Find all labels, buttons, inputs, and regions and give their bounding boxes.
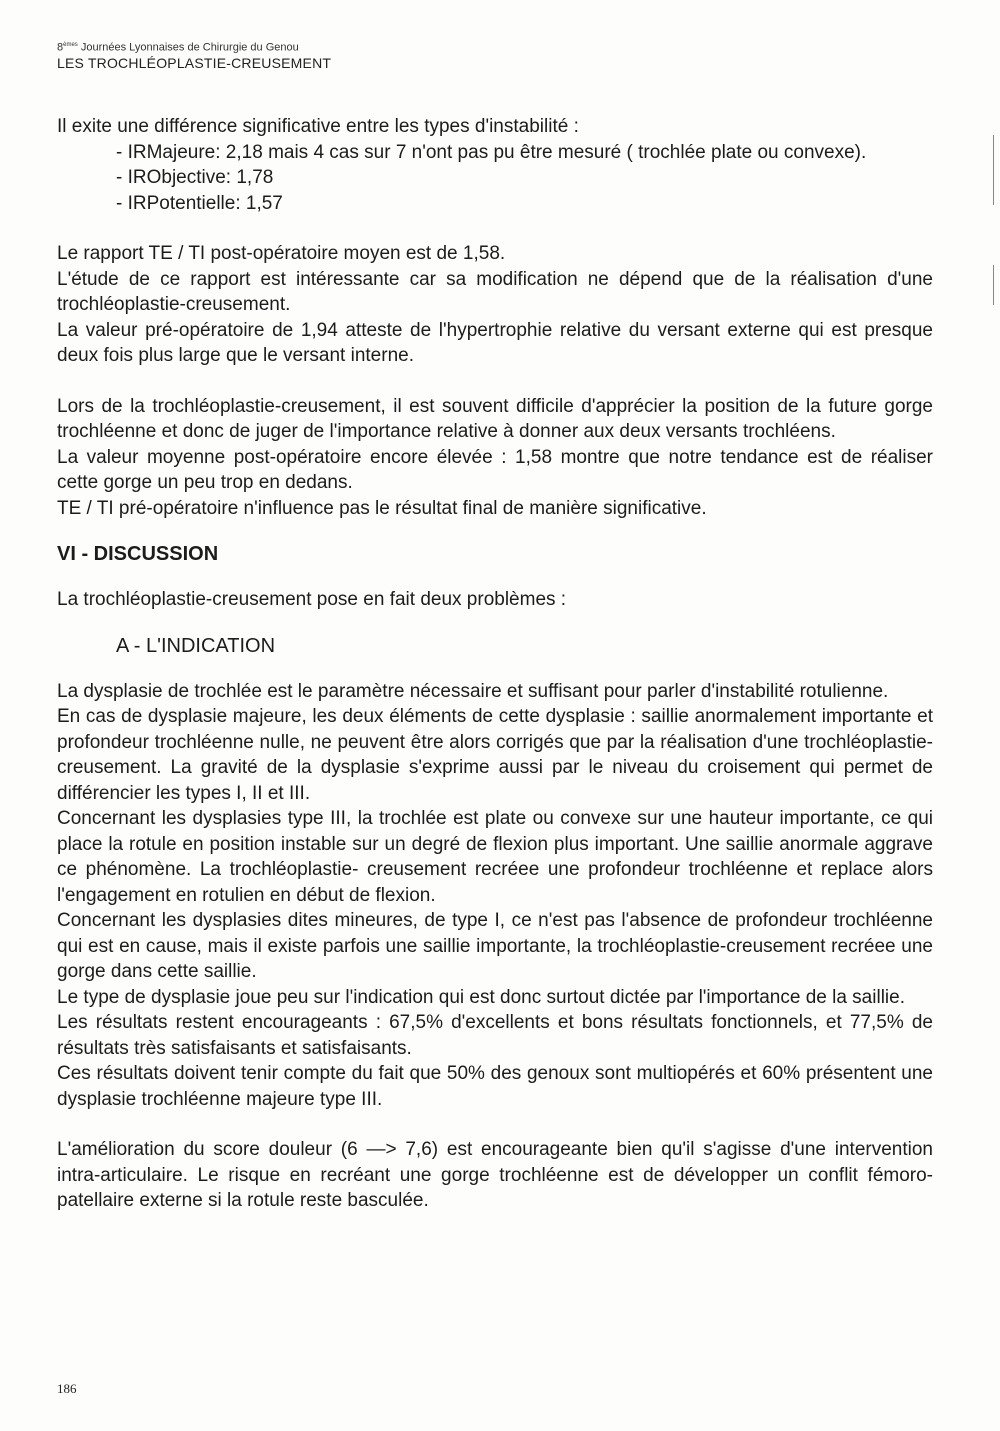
paragraph-postop-value: La valeur moyenne post-opératoire encore élevée : 1,58 montre que notre tendance est de réaliser cette gorge un peu trop en dedans. [57,446,933,493]
conference-series: Journées Lyonnaises de Chirurgie du Genou [77,41,299,54]
conference-ordinal: 8 [57,41,64,54]
subheading-indication: A - L'INDICATION [116,634,276,657]
discussion-paragraph: La dysplasie de trochlée est le paramètre nécessaire et suffisant pour parler d'instabilité rotulienne. [57,680,889,702]
section-heading-discussion: VI - DISCUSSION [57,543,219,565]
running-header [57,38,331,72]
scan-edge-mark [993,135,994,205]
instability-list [57,140,933,217]
paragraph-te-ti-study: L'étude de ce rapport est intéressante car sa modification ne dépend que de la réalisation d'une trochléoplastie-creusement. [57,268,933,315]
list-item: - IRPotentielle: 1,57 [116,192,283,214]
discussion-final-paragraph: L'amélioration du score douleur (6 —> 7,6) est encourageante bien qu'il s'agisse d'une intervention intra-articulaire. Le risque en recréant une gorge trochléenne est de développer un conflit fémoro-patellaire externe si la rotule reste basculée. [57,1139,933,1211]
list-item: - IRObjective: 1,78 [116,167,274,188]
discussion-paragraph: Ces résultats doivent tenir compte du fait que 50% des genoux sont multiopérés et 60% présentent une dysplasie trochléenne majeure type III. [57,1063,933,1110]
discussion-paragraph: Concernant les dysplasies type III, la trochlée est plate ou convexe sur une hauteur importante, ce qui place la rotule en position instable sur un degré de flexion plus important. Une saillie anormale aggrave ce phénomène. La trochléoplastie- creusement recréee une profondeur trochléenne et replace alors l'engagement en rotulien en début de flexion. [57,808,933,906]
page-body [57,114,933,1214]
paragraph-preop-influence: TE / TI pré-opératoire n'influence pas le résultat final de manière significative. [57,497,707,519]
conference-ordinal-suffix: èmes [63,42,78,48]
discussion-paragraph: Concernant les dysplasies dites mineures, de type I, ce n'est pas l'absence de profondeur trochléenne qui est en cause, mais il existe parfois une saillie importante, la trochléoplastie-creusement recréee une gorge dans cette saillie. [57,910,933,982]
discussion-paragraph: En cas de dysplasie majeure, les deux éléments de cette dysplasie : saillie anormalement importante et profondeur trochléenne nulle, ne peuvent être alors corrigés que par la réalisation d'une trochléoplastie-creusement. La gravité de la dysplasie s'exprime aussi par le niveau du croisement qui permet de différencier les types I, II et III. [57,706,933,804]
list-item: - IRMajeure: 2,18 mais 4 cas sur 7 n'ont pas pu être mesuré ( trochlée plate ou convexe). [116,141,867,163]
paragraph-groove-position: Lors de la trochléoplastie-creusement, il est souvent difficile d'apprécier la position de la future gorge trochléenne et donc de juger de l'importance relative à donner aux deux versants trochléens. [57,395,933,442]
paragraph-te-ti-mean: Le rapport TE / TI post-opératoire moyen est de 1,58. [57,243,506,264]
conference-name [57,38,331,55]
page-number: 186 [57,1381,77,1396]
paragraph-preop-value: La valeur pré-opératoire de 1,94 atteste de l'hypertrophie relative du versant externe qui est presque deux fois plus large que le versant interne. [57,319,933,366]
discussion-paragraph: Le type de dysplasie joue peu sur l'indication qui est donc surtout dictée par l'importance de la saillie. [57,986,905,1008]
discussion-paragraph: Les résultats restent encourageants : 67,5% d'excellents et bons résultats fonctionnels, et 77,5% de résultats très satisfaisants et satisfaisants. [57,1012,933,1059]
paragraph-instability: Il exite une différence significative entre les types d'instabilité : [57,116,579,137]
discussion-intro: La trochléoplastie-creusement pose en fait deux problèmes : [57,589,567,610]
scan-edge-mark [993,265,994,305]
chapter-title: LES TROCHLÉOPLASTIE-CREUSEMENT [57,54,332,71]
